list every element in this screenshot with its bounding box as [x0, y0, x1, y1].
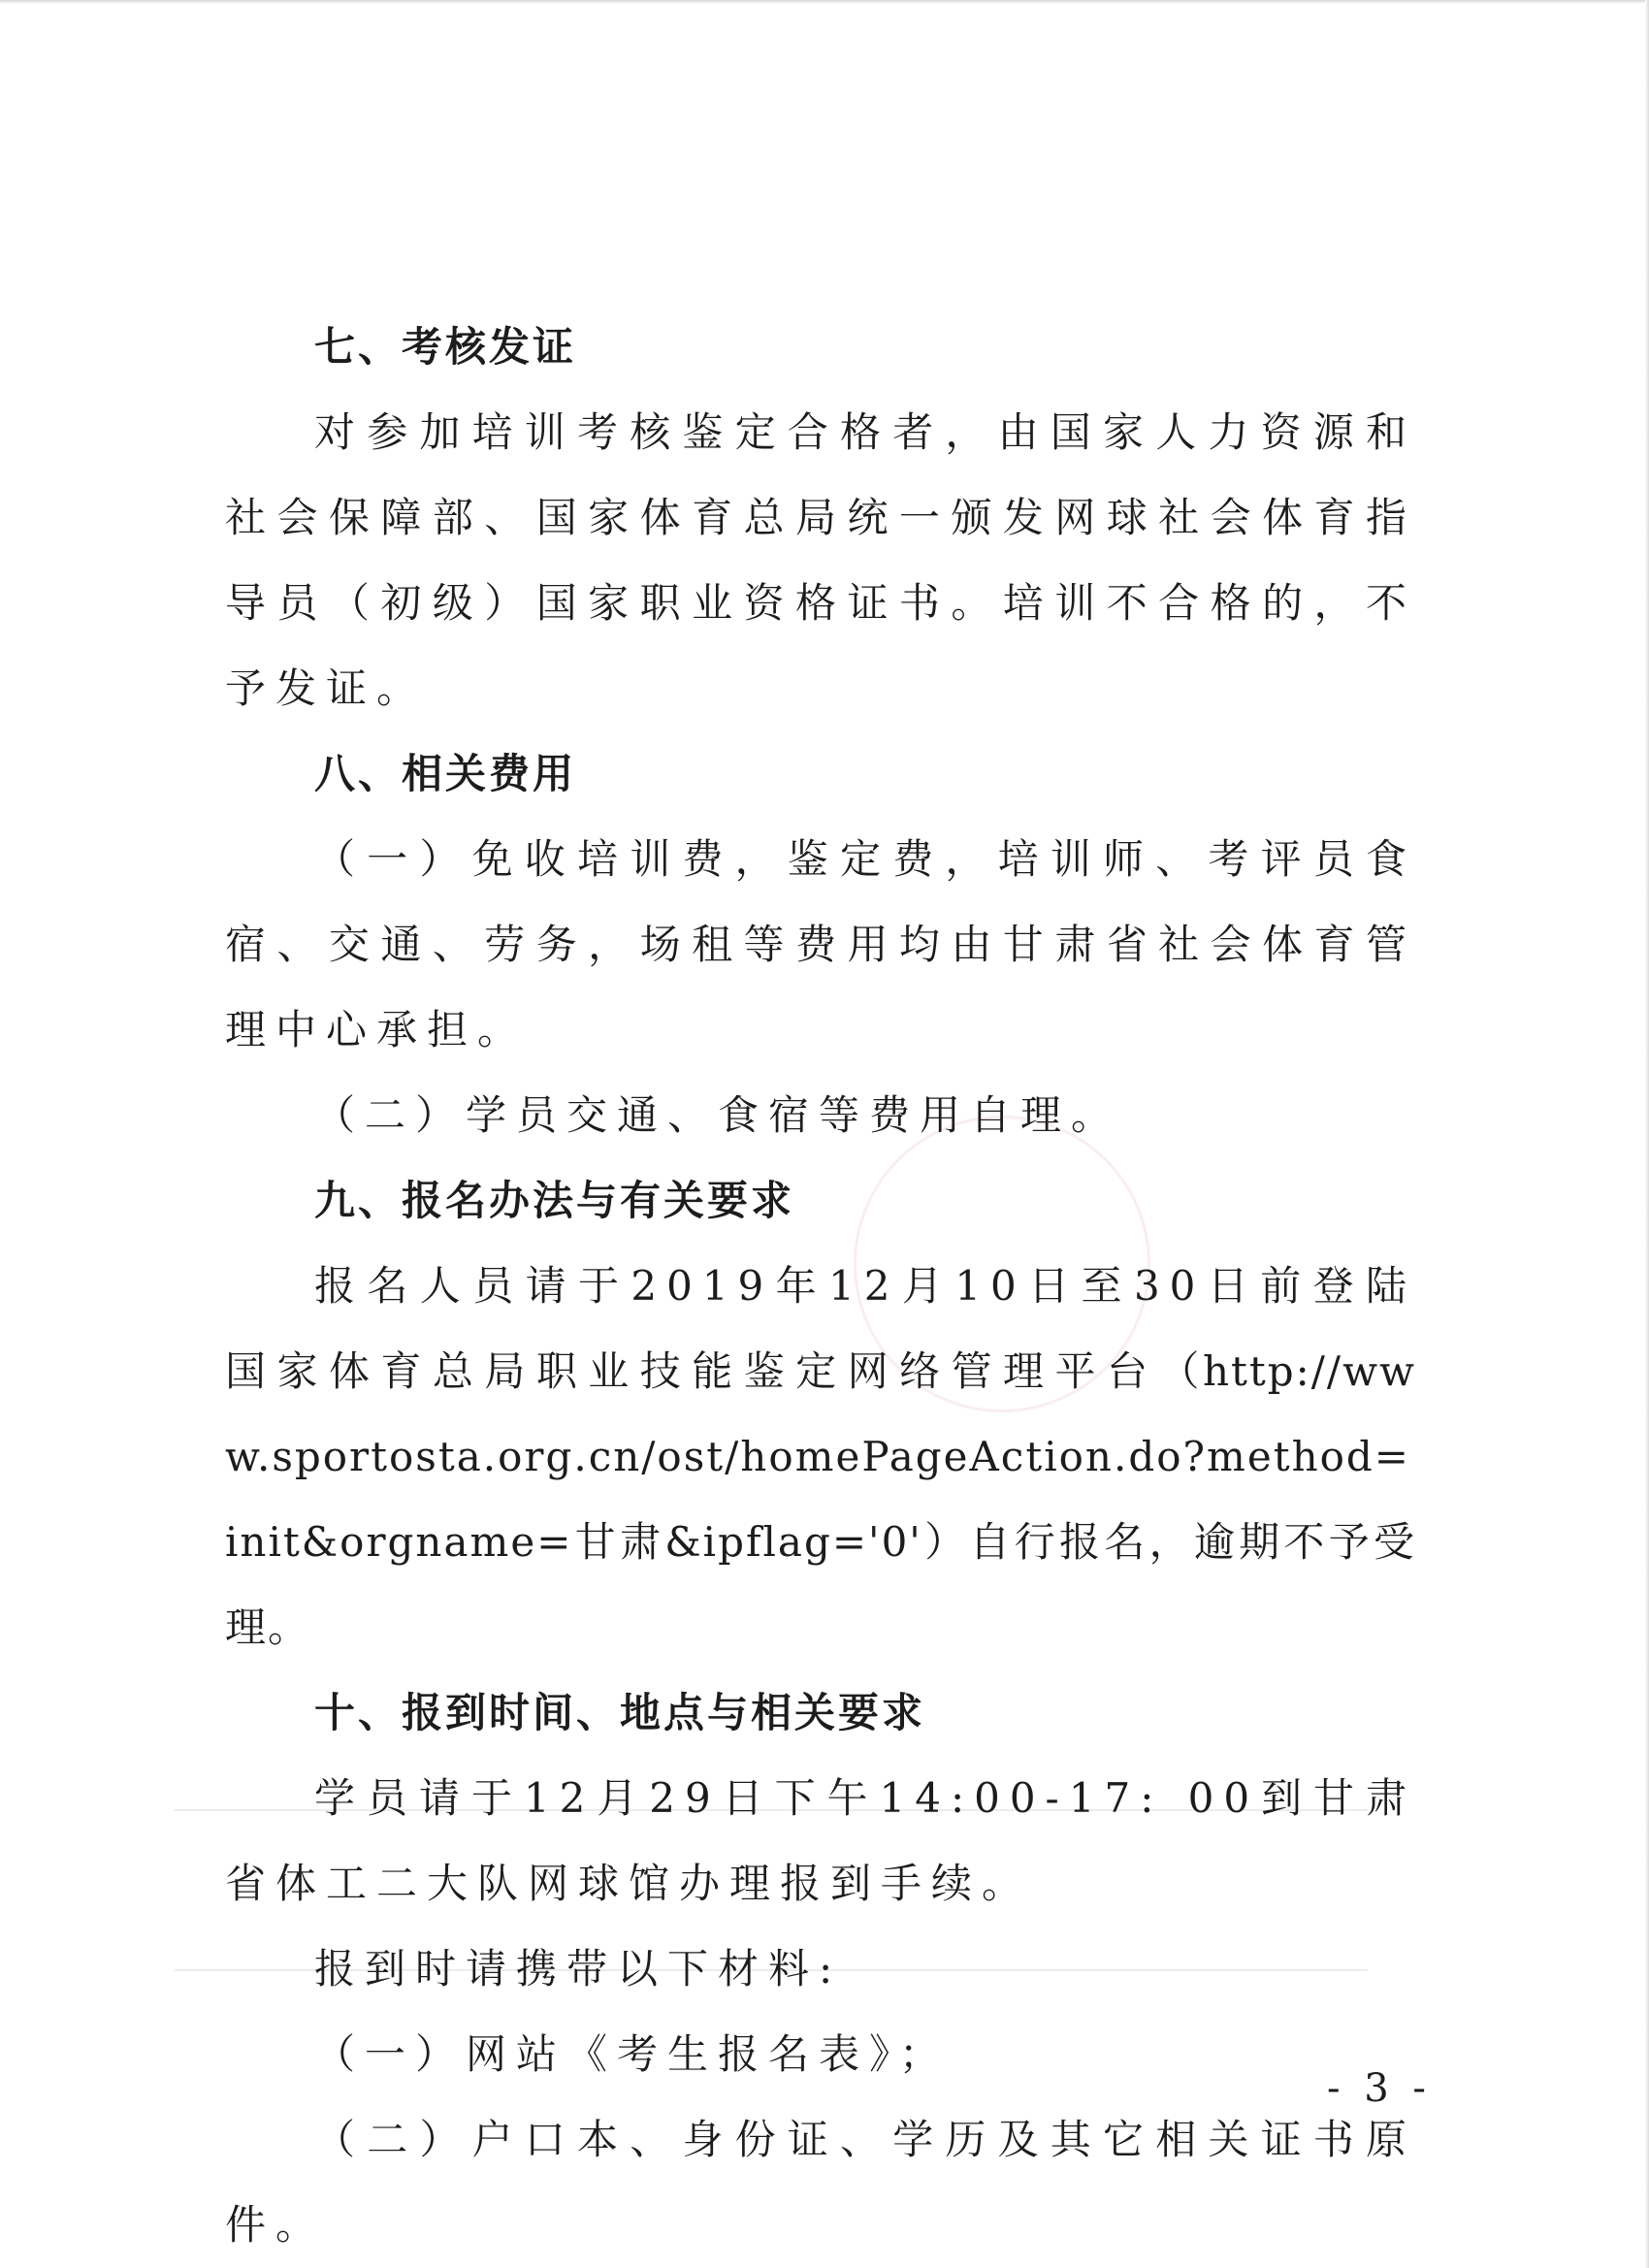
registration-url: （http://www.sportosta.org.cn/ost/homePageAction.do?method=init&orgname=甘肃&ipflag='0'）自行报名，逾期不予受理。: [225, 1347, 1416, 1651]
section-10-heading: 十、报到时间、地点与相关要求: [314, 1689, 926, 1736]
section-10: [225, 1670, 1416, 2268]
section-7-paragraph: 对参加培训考核鉴定合格者，由国家人力资源和社会保障部、国家体育总局统一颁发网球社会体育指导员（初级）国家职业资格证书。培训不合格的，不予发证。: [225, 408, 1416, 712]
section-8-item-1: （一）免收培训费，鉴定费，培训师、考评员食宿、交通、劳务，场租等费用均由甘肃省社会体育管理中心承担。: [225, 835, 1416, 1053]
section-7-heading: 七、考核发证: [314, 323, 577, 371]
section-8-heading: 八、相关费用: [314, 750, 577, 797]
section-7: [225, 305, 1416, 731]
section-10-paragraph-2: 报到时请携带以下材料:: [314, 1945, 843, 1993]
page-number: - 3 -: [1327, 2066, 1432, 2111]
document-body: [225, 305, 1416, 2268]
section-9: [225, 1158, 1416, 1670]
section-8: [225, 731, 1416, 1158]
section-8-item-2: （二）学员交通、食宿等费用自理。: [314, 1091, 1122, 1139]
section-10-item-2: （二）户口本、身份证、学历及其它相关证书原件。: [225, 2116, 1416, 2249]
registration-instructions: 报名人员请于2019年12月10日至30日前登陆国家体育总局职业技能鉴定网络管理平台: [225, 1262, 1416, 1395]
scan-edge-right: [1645, 0, 1649, 2268]
section-9-heading: 九、报名办法与有关要求: [314, 1177, 795, 1224]
section-9-paragraph: [225, 1244, 1416, 1670]
section-10-paragraph-1: 学员请于12月29日下午14:00-17: 00到甘肃省体工二大队网球馆办理报到手续。: [225, 1774, 1416, 1907]
section-10-item-1: （一）网站《考生报名表》；: [314, 2030, 951, 2078]
scan-edge-top: [0, 0, 1649, 4]
